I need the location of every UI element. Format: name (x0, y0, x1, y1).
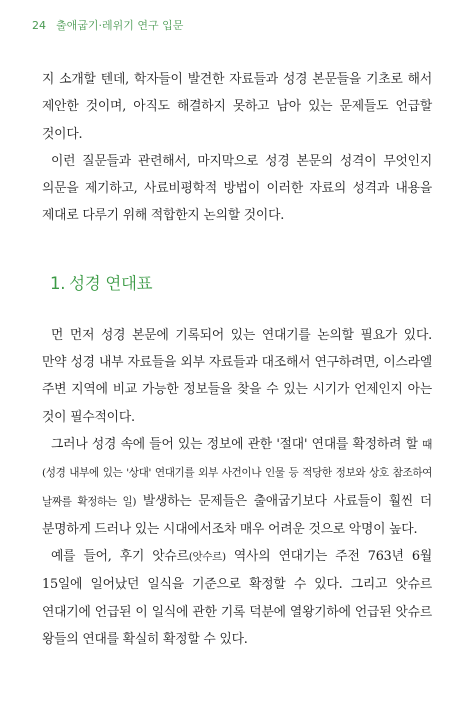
paragraph-text: 역사의 연대기는 주전 763년 6월 15일에 일어났던 일식을 기준으로 확정할 수 있다. 그리고 앗슈르 연대기에 언급된 이 일식에 관한 기록 덕분에 열왕기하에 언급된 앗슈르 왕들의 연대를 확실히 확정할 수 있다. (42, 549, 432, 648)
parenthetical-note: 때(성경 내부에 있는 '상대' 연대기를 외부 사건이나 인물 등 적당한 정보와 상호 참조하여 날짜를 확정하는 일) (42, 438, 432, 508)
page-body (42, 66, 432, 653)
section-number: 1. (50, 273, 66, 293)
page-number: 24 (32, 19, 46, 32)
parenthetical-note: (앗수르) (188, 551, 226, 564)
paragraph-text: 예를 들어, 후기 앗슈르 (51, 549, 189, 565)
running-header (32, 17, 183, 33)
section-heading (50, 270, 432, 294)
paragraph-text: 그러나 성경 속에 들어 있는 정보에 관한 '절대' 연대를 확정하려 할 (51, 436, 423, 452)
paragraph (42, 543, 432, 653)
paragraph: 이런 질문들과 관련해서, 마지막으로 성경 본문의 성격이 무엇인지 의문을 제기하고, 사료비평학적 방법이 이러한 자료의 성격과 내용을 제대로 다루기 위해 적합한지 논의할 것이다. (42, 153, 432, 224)
paragraph: 먼 먼저 성경 본문에 기록되어 있는 연대기를 논의할 필요가 있다. 만약 성경 내부 자료들을 외부 자료들과 대조해서 연구하려면, 이스라엘 주변 지역에 비교 가능한 정보들을 찾을 수 있는 시기가 언제인지 아는 것이 필수적이다. (42, 327, 432, 425)
paragraph (42, 431, 432, 543)
section-title: 성경 연대표 (69, 273, 153, 293)
paragraph-continued: 지 소개할 텐데, 학자들이 발견한 자료들과 성경 본문들을 기초로 해서 제안한 것이며, 아직도 해결하지 못하고 남아 있는 문제들도 언급할 것이다. (42, 72, 432, 142)
paragraph-text: 발생하는 문제들은 출애굽기보다 사료들이 훨씬 더 분명하게 드러나 있는 시대에서조차 매우 어려운 것으로 악명이 높다. (42, 493, 432, 537)
book-title: 출애굽기·레위기 연구 입문 (56, 19, 184, 32)
